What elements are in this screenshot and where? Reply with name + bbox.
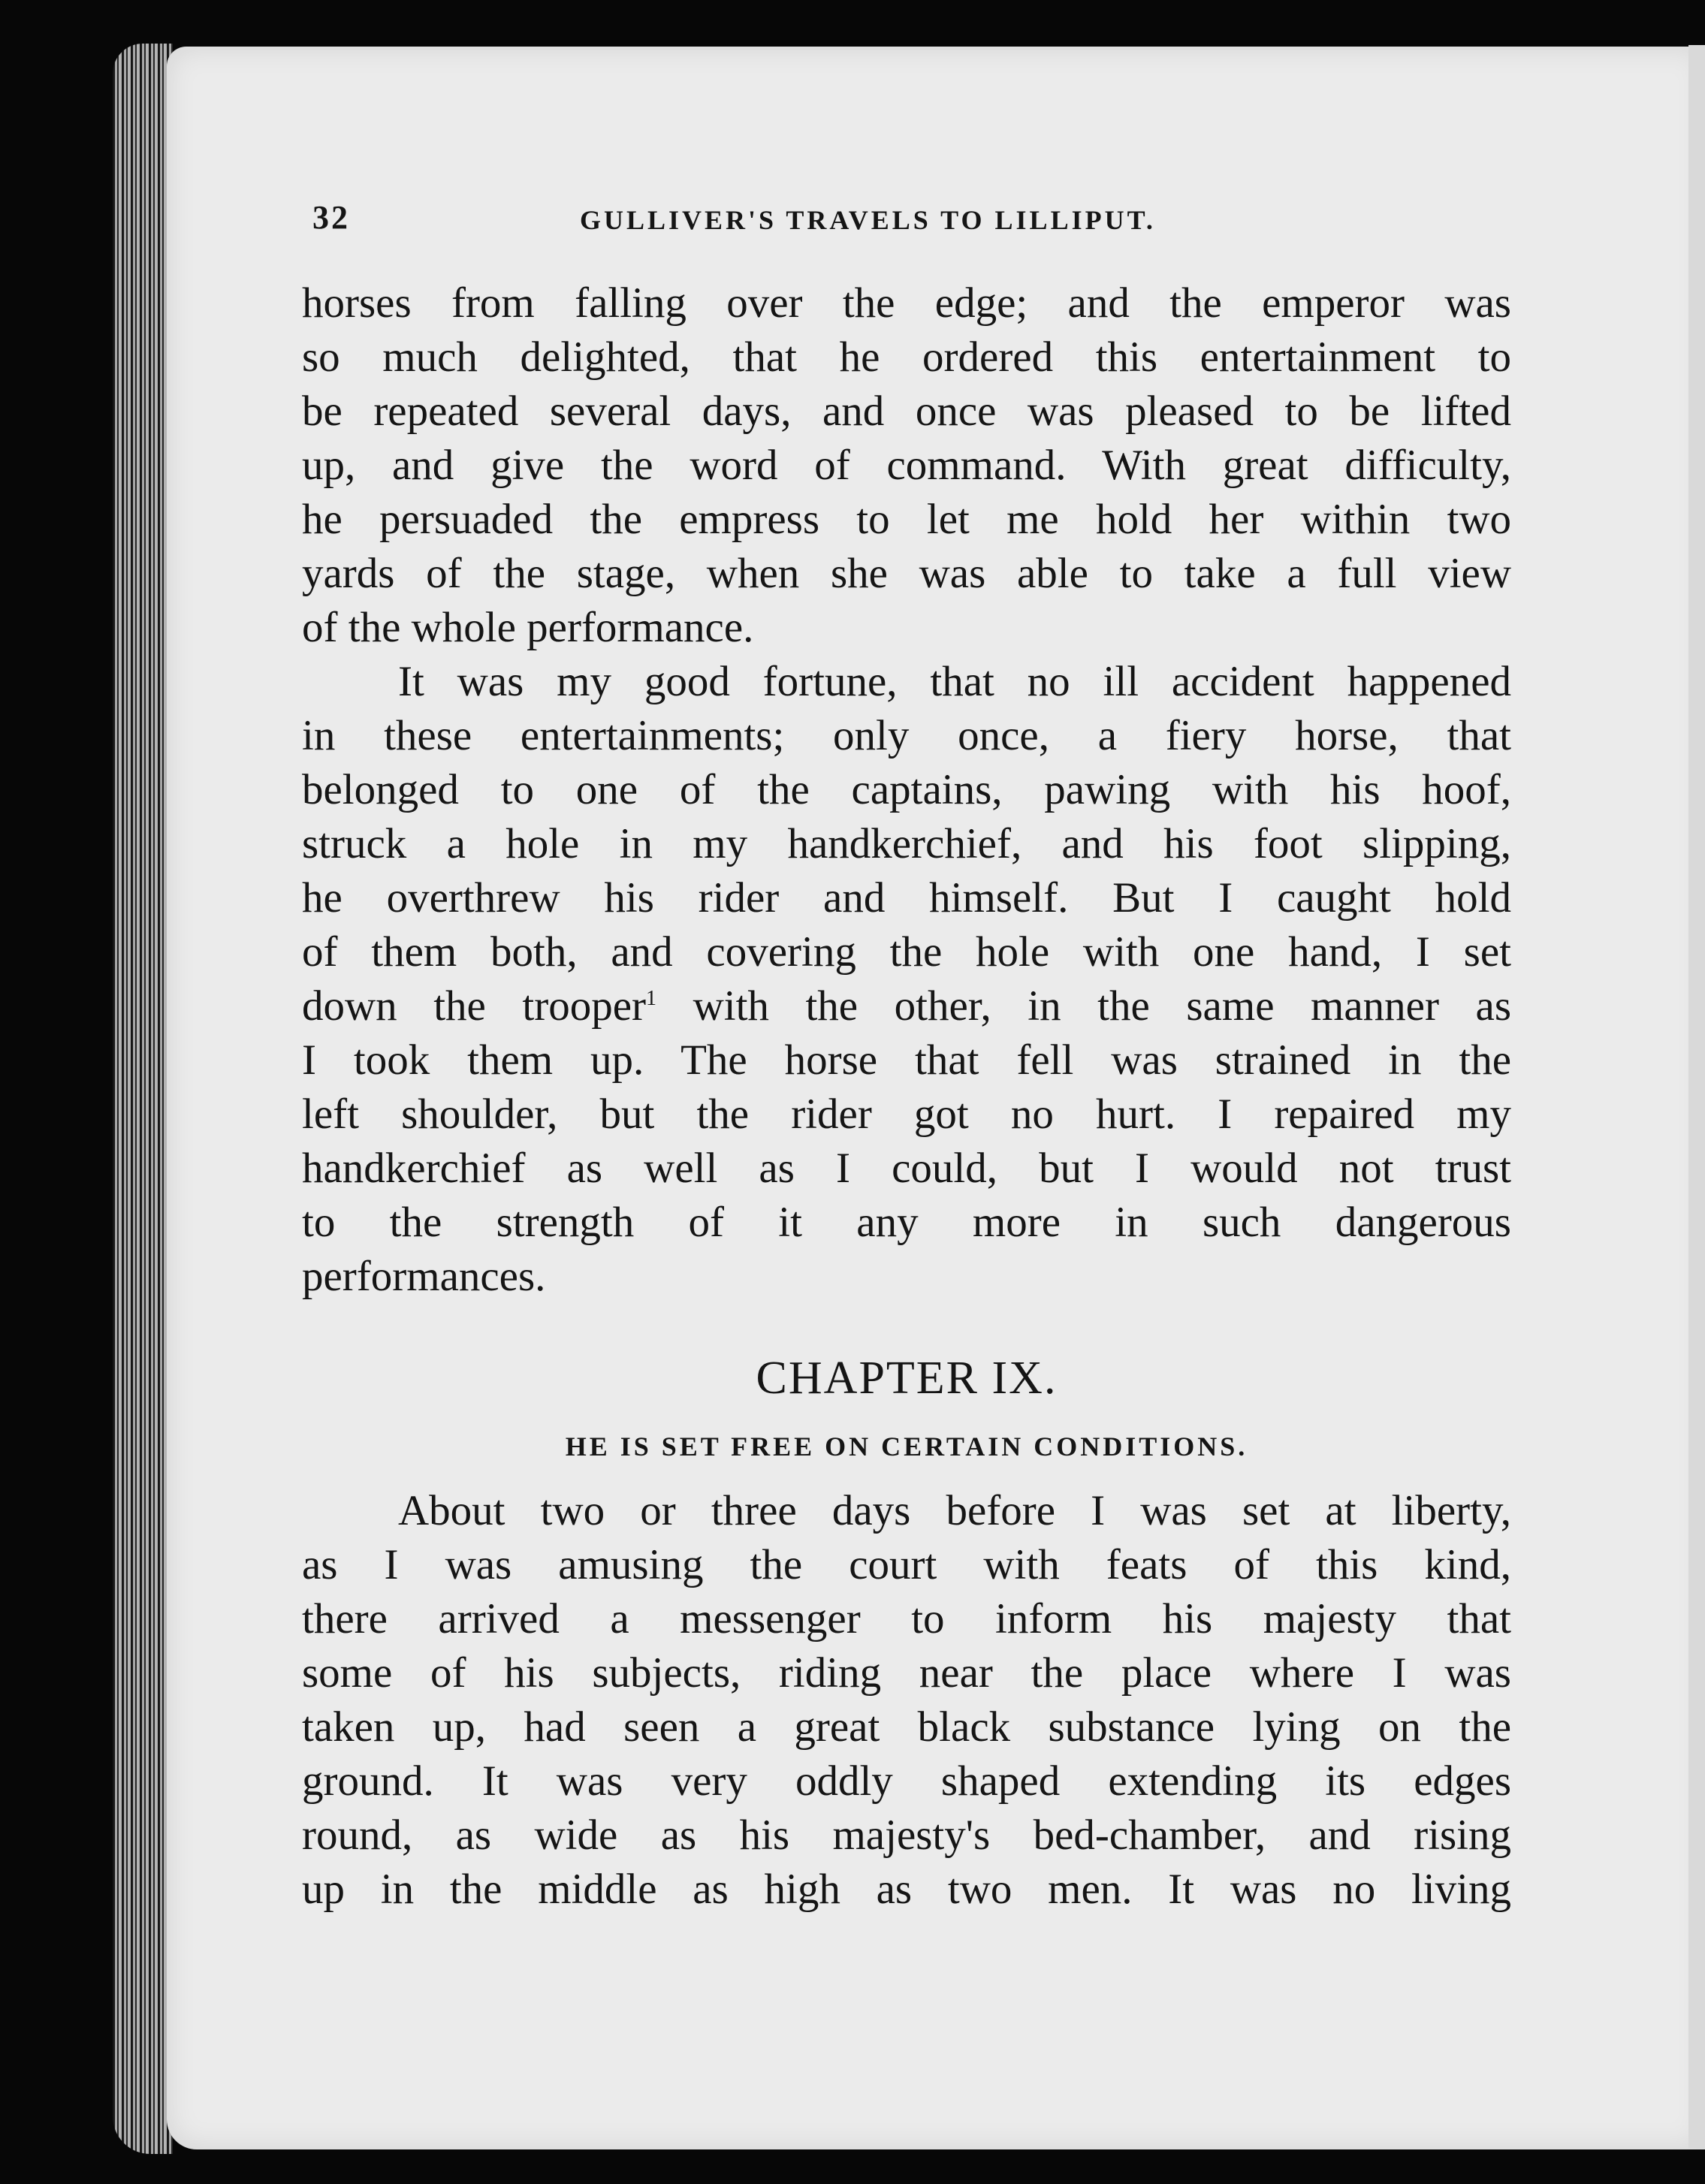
body-text [302, 276, 1511, 1304]
text-line: so much delighted, that he ordered this entertainment to [302, 333, 1511, 381]
text-line: handkerchief as well as I could, but I would not trust [302, 1145, 1511, 1192]
page-content [302, 188, 1511, 1917]
chapter-subtitle: HE IS SET FREE ON CERTAIN CONDITIONS. [565, 1431, 1248, 1462]
text-line: horses from falling over the edge; and the emperor was [302, 279, 1511, 327]
text-line: It was my good fortune, that no ill accident happened [398, 658, 1511, 705]
text-line: be repeated several days, and once was pleased to be lifted [302, 388, 1511, 435]
page-number: 32 [312, 199, 350, 236]
text-line: up, and give the word of command. With great difficulty, [302, 442, 1511, 489]
running-header [302, 188, 1511, 248]
text-line: round, as wide as his majesty's bed-chamber, and rising [302, 1811, 1511, 1859]
text-line-with-footnote [302, 979, 1511, 1033]
text-line: to the strength of it any more in such dangerous [302, 1199, 1511, 1246]
chapter-text [302, 1484, 1511, 1917]
text-fragment: with the other, in the same manner as [656, 982, 1511, 1030]
text-line: of the whole performance. [302, 604, 754, 651]
page-edges [113, 44, 173, 2154]
text-line: of them both, and covering the hole with one hand, I set [302, 928, 1511, 976]
text-line: yards of the stage, when she was able to take a full view [302, 550, 1511, 597]
text-line: I took them up. The horse that fell was strained in the [302, 1036, 1511, 1084]
text-fragment: down the trooper [302, 982, 647, 1030]
text-line: some of his subjects, riding near the place where I was [302, 1649, 1511, 1697]
right-margin-strip [1688, 45, 1705, 2148]
text-line: About two or three days before I was set at liberty, [398, 1487, 1511, 1534]
text-line: up in the middle as high as two men. It was no living [302, 1866, 1511, 1913]
text-line: as I was amusing the court with feats of this kind, [302, 1541, 1511, 1588]
text-line: he overthrew his rider and himself. But I caught hold [302, 874, 1511, 922]
text-line: taken up, had seen a great black substance lying on the [302, 1703, 1511, 1751]
footnote-mark: 1 [646, 987, 657, 1010]
text-line: performances. [302, 1253, 546, 1300]
text-line: there arrived a messenger to inform his majesty that [302, 1595, 1511, 1643]
text-line: he persuaded the empress to let me hold her within two [302, 496, 1511, 543]
text-line: ground. It was very oddly shaped extending its edges [302, 1757, 1511, 1805]
chapter-heading: CHAPTER IX. [756, 1353, 1058, 1404]
text-line: left shoulder, but the rider got no hurt. I repaired my [302, 1090, 1511, 1138]
text-line: in these entertainments; only once, a fiery horse, that [302, 712, 1511, 759]
running-title: GULLIVER'S TRAVELS TO LILLIPUT. [580, 205, 1156, 235]
text-line: belonged to one of the captains, pawing with his hoof, [302, 766, 1511, 813]
text-line: struck a hole in my handkerchief, and his foot slipping, [302, 820, 1511, 867]
